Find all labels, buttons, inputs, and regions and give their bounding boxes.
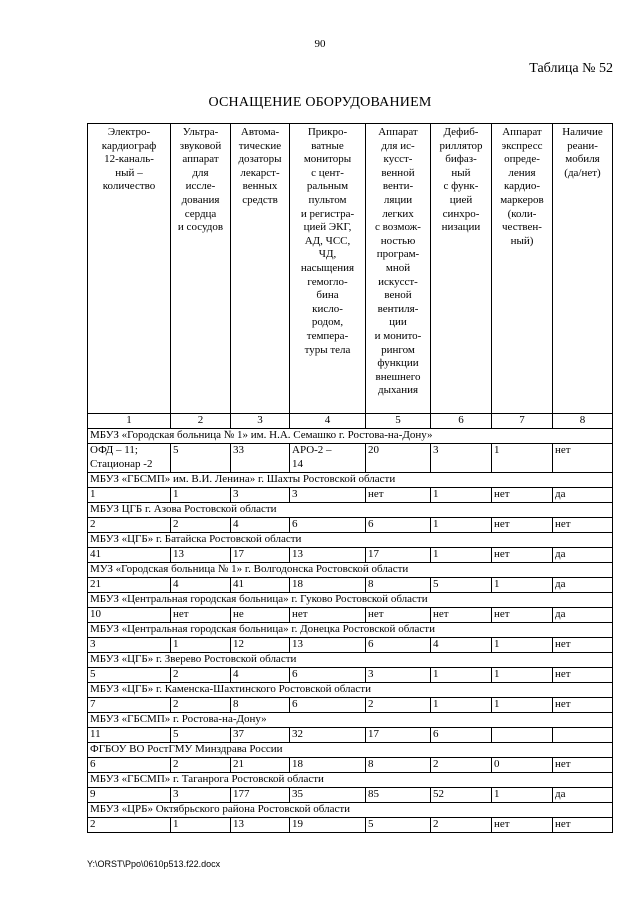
table-cell: 1 [492, 788, 553, 803]
table-cell: 6 [290, 518, 366, 533]
table-cell: нет [492, 488, 553, 503]
table-row [88, 548, 613, 563]
table-cell: нет [553, 638, 613, 653]
column-header-8: Наличие реани- мобиля (да/нет) [553, 124, 613, 414]
column-number: 2 [171, 414, 231, 429]
table-cell: 8 [366, 578, 431, 593]
table-cell: 6 [431, 728, 492, 743]
table-cell: 2 [366, 698, 431, 713]
table-cell: 3 [171, 788, 231, 803]
table-cell: 5 [88, 668, 171, 683]
table-cell: 41 [88, 548, 171, 563]
table-cell: 1 [431, 518, 492, 533]
organization-row [88, 563, 613, 578]
table-cell: АРО-2 – 14 [290, 444, 366, 473]
table-cell: 1 [88, 488, 171, 503]
table-cell: нет [431, 608, 492, 623]
footer-file-path: Y:\ORST\Ppo\0610p513.f22.docx [87, 859, 221, 869]
column-number: 3 [231, 414, 290, 429]
table-cell: 2 [171, 518, 231, 533]
table-cell: 2 [171, 668, 231, 683]
table-cell: 0 [492, 758, 553, 773]
table-cell: нет [366, 488, 431, 503]
table-cell: 18 [290, 578, 366, 593]
table-cell: 1 [492, 638, 553, 653]
table-row [88, 788, 613, 803]
table-cell: 33 [231, 444, 290, 473]
table-cell: нет [492, 548, 553, 563]
column-header-6: Дефиб- риллятор бифаз- ный с функ- цией синхро- низации [431, 124, 492, 414]
table-cell: да [553, 488, 613, 503]
table-cell: 37 [231, 728, 290, 743]
column-header-1: Электро- кардиограф 12-каналь- ный – количество [88, 124, 171, 414]
organization-name: МБУЗ «ЦГБ» г. Каменска-Шахтинского Ростовской области [88, 683, 613, 698]
table-cell: 13 [231, 818, 290, 833]
table-row [88, 818, 613, 833]
organization-name: МБУЗ «ГБСМП» им. В.И. Ленина» г. Шахты Ростовской области [88, 473, 613, 488]
document-title: ОСНАЩЕНИЕ ОБОРУДОВАНИЕМ [208, 95, 432, 110]
table-cell: 21 [88, 578, 171, 593]
table-cell: 1 [431, 548, 492, 563]
table-cell: 6 [88, 758, 171, 773]
table-cell: нет [553, 518, 613, 533]
table-cell: да [553, 788, 613, 803]
table-cell: да [553, 548, 613, 563]
organization-name: МБУЗ «ЦГБ» г. Зверево Ростовской области [88, 653, 613, 668]
organization-name: МБУЗ «ЦГБ» г. Батайска Ростовской области [88, 533, 613, 548]
column-header-3: Автома- тические дозаторы лекарст- венных средств [231, 124, 290, 414]
table-cell: 21 [231, 758, 290, 773]
table-cell: нет [553, 758, 613, 773]
table-cell: 1 [492, 668, 553, 683]
table-row [88, 608, 613, 623]
table-cell: 3 [290, 488, 366, 503]
organization-name: МУЗ «Городская больница № 1» г. Волгодонска Ростовской области [88, 563, 613, 578]
table-row [88, 728, 613, 743]
table-row [88, 518, 613, 533]
organization-row [88, 503, 613, 518]
table-cell: 41 [231, 578, 290, 593]
table-cell: 6 [290, 698, 366, 713]
equipment-table [87, 123, 613, 833]
table-cell: 1 [431, 698, 492, 713]
table-caption: Таблица № 52 [529, 61, 613, 76]
table-cell: 4 [231, 518, 290, 533]
table-cell: нет [290, 608, 366, 623]
table-cell: 1 [171, 818, 231, 833]
table-cell: 1 [492, 578, 553, 593]
table-row [88, 578, 613, 593]
column-number: 4 [290, 414, 366, 429]
table-cell: нет [492, 518, 553, 533]
column-header-7: Аппарат экспресс опреде- ления кардио- маркеров (коли- чествен- ный) [492, 124, 553, 414]
table-cell: 1 [171, 488, 231, 503]
table-cell: нет [553, 818, 613, 833]
table-cell: 1 [431, 668, 492, 683]
header-row [88, 124, 613, 414]
table-cell: 1 [171, 638, 231, 653]
table-cell: 8 [231, 698, 290, 713]
organization-row [88, 803, 613, 818]
table-row [88, 488, 613, 503]
table-cell: да [553, 578, 613, 593]
table-cell: 8 [366, 758, 431, 773]
column-header-2: Ультра- звуковой аппарат для иссле- дования сердца и сосудов [171, 124, 231, 414]
table-cell: 1 [492, 698, 553, 713]
column-number: 8 [553, 414, 613, 429]
table-cell: 10 [88, 608, 171, 623]
organization-row [88, 429, 613, 444]
column-number: 5 [366, 414, 431, 429]
organization-row [88, 653, 613, 668]
table-cell: 4 [231, 668, 290, 683]
table-cell: 7 [88, 698, 171, 713]
table-row [88, 668, 613, 683]
organization-row [88, 773, 613, 788]
table-cell: 35 [290, 788, 366, 803]
organization-row [88, 533, 613, 548]
organization-name: МБУЗ «ЦРБ» Октябрьского района Ростовской области [88, 803, 613, 818]
organization-row [88, 623, 613, 638]
organization-row [88, 743, 613, 758]
table-cell: 2 [431, 758, 492, 773]
organization-row [88, 473, 613, 488]
organization-row [88, 683, 613, 698]
table-cell: 18 [290, 758, 366, 773]
table-cell: 3 [88, 638, 171, 653]
page-number: 90 [314, 38, 326, 50]
table-cell: нет [171, 608, 231, 623]
table-cell: 2 [88, 518, 171, 533]
table-cell: 12 [231, 638, 290, 653]
table-cell: 19 [290, 818, 366, 833]
table-cell: 2 [171, 758, 231, 773]
table-cell: 6 [290, 668, 366, 683]
table-cell: нет [553, 668, 613, 683]
column-number: 1 [88, 414, 171, 429]
table-cell: 4 [171, 578, 231, 593]
table-cell [492, 728, 553, 743]
table-cell: 13 [171, 548, 231, 563]
table-cell: 4 [431, 638, 492, 653]
table-cell: ОФД – 11; Стационар -2 [88, 444, 171, 473]
table-cell: 177 [231, 788, 290, 803]
column-header-5: Аппарат для ис- кусст- венной венти- ляции легких с возмож- ностью програм- мной искусст- веной вентиля- ции и монито- рингом функции внешнего дыхания [366, 124, 431, 414]
table-cell: не [231, 608, 290, 623]
table-cell: 1 [492, 444, 553, 473]
table-cell: 17 [231, 548, 290, 563]
table-cell: 1 [431, 488, 492, 503]
organization-name: МБУЗ «Центральная городская больница» г. Гуково Ростовской области [88, 593, 613, 608]
column-number: 7 [492, 414, 553, 429]
column-number: 6 [431, 414, 492, 429]
table-cell: нет [366, 608, 431, 623]
organization-name: ФГБОУ ВО РостГМУ Минздрава России [88, 743, 613, 758]
organization-name: МБУЗ «Городская больница № 1» им. Н.А. Семашко г. Ростова-на-Дону» [88, 429, 613, 444]
table-cell: да [553, 608, 613, 623]
column-header-4: Прикро- ватные мониторы с цент- ральным пультом и регистра- цией ЭКГ, АД, ЧСС, ЧД, насыщения гемогло- бина кисло- родом, темпера- туры тела [290, 124, 366, 414]
table-row [88, 638, 613, 653]
table-cell: 17 [366, 548, 431, 563]
table-cell: 13 [290, 548, 366, 563]
table-row [88, 698, 613, 713]
organization-name: МБУЗ «Центральная городская больница» г. Донецка Ростовской области [88, 623, 613, 638]
table-cell: 2 [171, 698, 231, 713]
table-cell: 85 [366, 788, 431, 803]
table-cell: нет [553, 698, 613, 713]
table-cell: 13 [290, 638, 366, 653]
table-cell: 20 [366, 444, 431, 473]
table-cell [553, 728, 613, 743]
table-cell: 5 [431, 578, 492, 593]
table-cell: 6 [366, 518, 431, 533]
table-cell: 5 [171, 728, 231, 743]
organization-row [88, 713, 613, 728]
table-cell: нет [492, 608, 553, 623]
table-cell: нет [492, 818, 553, 833]
table-cell: 11 [88, 728, 171, 743]
table-cell: 3 [366, 668, 431, 683]
column-number-row [88, 414, 613, 429]
organization-name: МБУЗ «ГБСМП» г. Ростова-на-Дону» [88, 713, 613, 728]
table-cell: нет [553, 444, 613, 473]
organization-name: МБУЗ ЦГБ г. Азова Ростовской области [88, 503, 613, 518]
table-cell: 2 [88, 818, 171, 833]
organization-row [88, 593, 613, 608]
table-row [88, 444, 613, 473]
table-row [88, 758, 613, 773]
table-cell: 52 [431, 788, 492, 803]
organization-name: МБУЗ «ГБСМП» г. Таганрога Ростовской области [88, 773, 613, 788]
table-cell: 3 [231, 488, 290, 503]
table-cell: 32 [290, 728, 366, 743]
table-cell: 9 [88, 788, 171, 803]
table-cell: 2 [431, 818, 492, 833]
table-cell: 6 [366, 638, 431, 653]
table-body [88, 414, 613, 833]
table-cell: 17 [366, 728, 431, 743]
table-cell: 3 [431, 444, 492, 473]
table-cell: 5 [171, 444, 231, 473]
table-cell: 5 [366, 818, 431, 833]
